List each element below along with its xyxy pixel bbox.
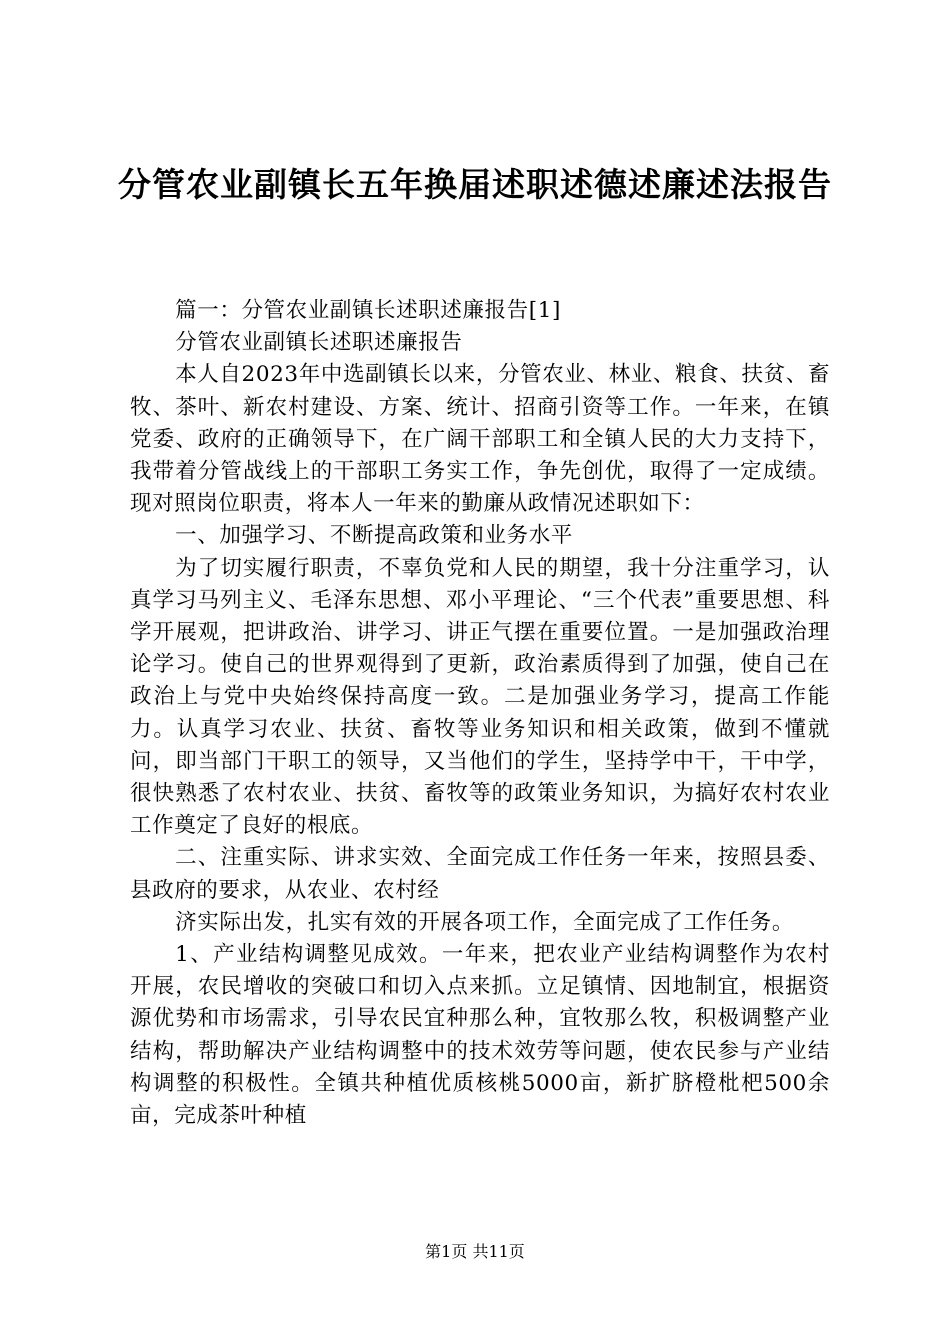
body-paragraph: 1、产业结构调整见成效。一年来，把农业产业结构调整作为农村开展，农民增收的突破口和切入点来抓。立足镇情、因地制宜，根据资源优势和市场需求，引导农民宜种那么种，宜牧那么牧，积极调整产业结构，帮助解决产业结构调整中的技术效劳等问题，使农民参与产业结构调整的积极性。全镇共种植优质核桃5000亩，新扩脐橙枇杷500余亩，完成茶叶种植 (130, 942, 830, 1129)
body-paragraph: 本人自2023年中选副镇长以来，分管农业、林业、粮食、扶贫、畜牧、茶叶、新农村建设、方案、统计、招商引资等工作。一年来，在镇党委、政府的正确领导下，在广阔干部职工和全镇人民的大力支持下，我带着分管战线上的干部职工务实工作，争先创优，取得了一定成绩。现对照岗位职责，将本人一年来的勤廉从政情况述职如下： (130, 362, 830, 517)
document-title: 分管农业副镇长五年换届述职述德述廉述法报告 (118, 165, 832, 204)
body-paragraph: 篇一：分管农业副镇长述职述廉报告[1] (175, 298, 561, 323)
body-paragraph: 为了切实履行职责，不辜负党和人民的期望，我十分注重学习，认真学习马列主义、毛泽东思想、邓小平理论、“三个代表”重要思想、科学开展观，把讲政治、讲学习、讲正气摆在重要位置。一是加强政治理论学习。使自己的世界观得到了更新，政治素质得到了加强，使自己在政治上与党中央始终保持高度一致。二是加强业务学习，提高工作能力。认真学习农业、扶贫、畜牧等业务知识和相关政策，做到不懂就问，即当部门干职工的领导，又当他们的学生，坚持学中干，干中学，很快熟悉了农村农业、扶贫、畜牧等的政策业务知识，为搞好农村农业工作奠定了良好的根底。 (130, 555, 830, 839)
document-body (130, 295, 830, 1132)
body-paragraph: 分管农业副镇长述职述廉报告 (175, 330, 463, 356)
page-footer: 第1页 共11页 (425, 1242, 525, 1261)
body-paragraph: 济实际出发，扎实有效的开展各项工作，全面完成了工作任务。 (175, 909, 794, 935)
body-paragraph: 一、加强学习、不断提高政策和业务水平 (175, 523, 573, 549)
body-paragraph: 二、注重实际、讲求实效、全面完成工作任务一年来，按照县委、县政府的要求，从农业、农村经 (130, 845, 830, 903)
